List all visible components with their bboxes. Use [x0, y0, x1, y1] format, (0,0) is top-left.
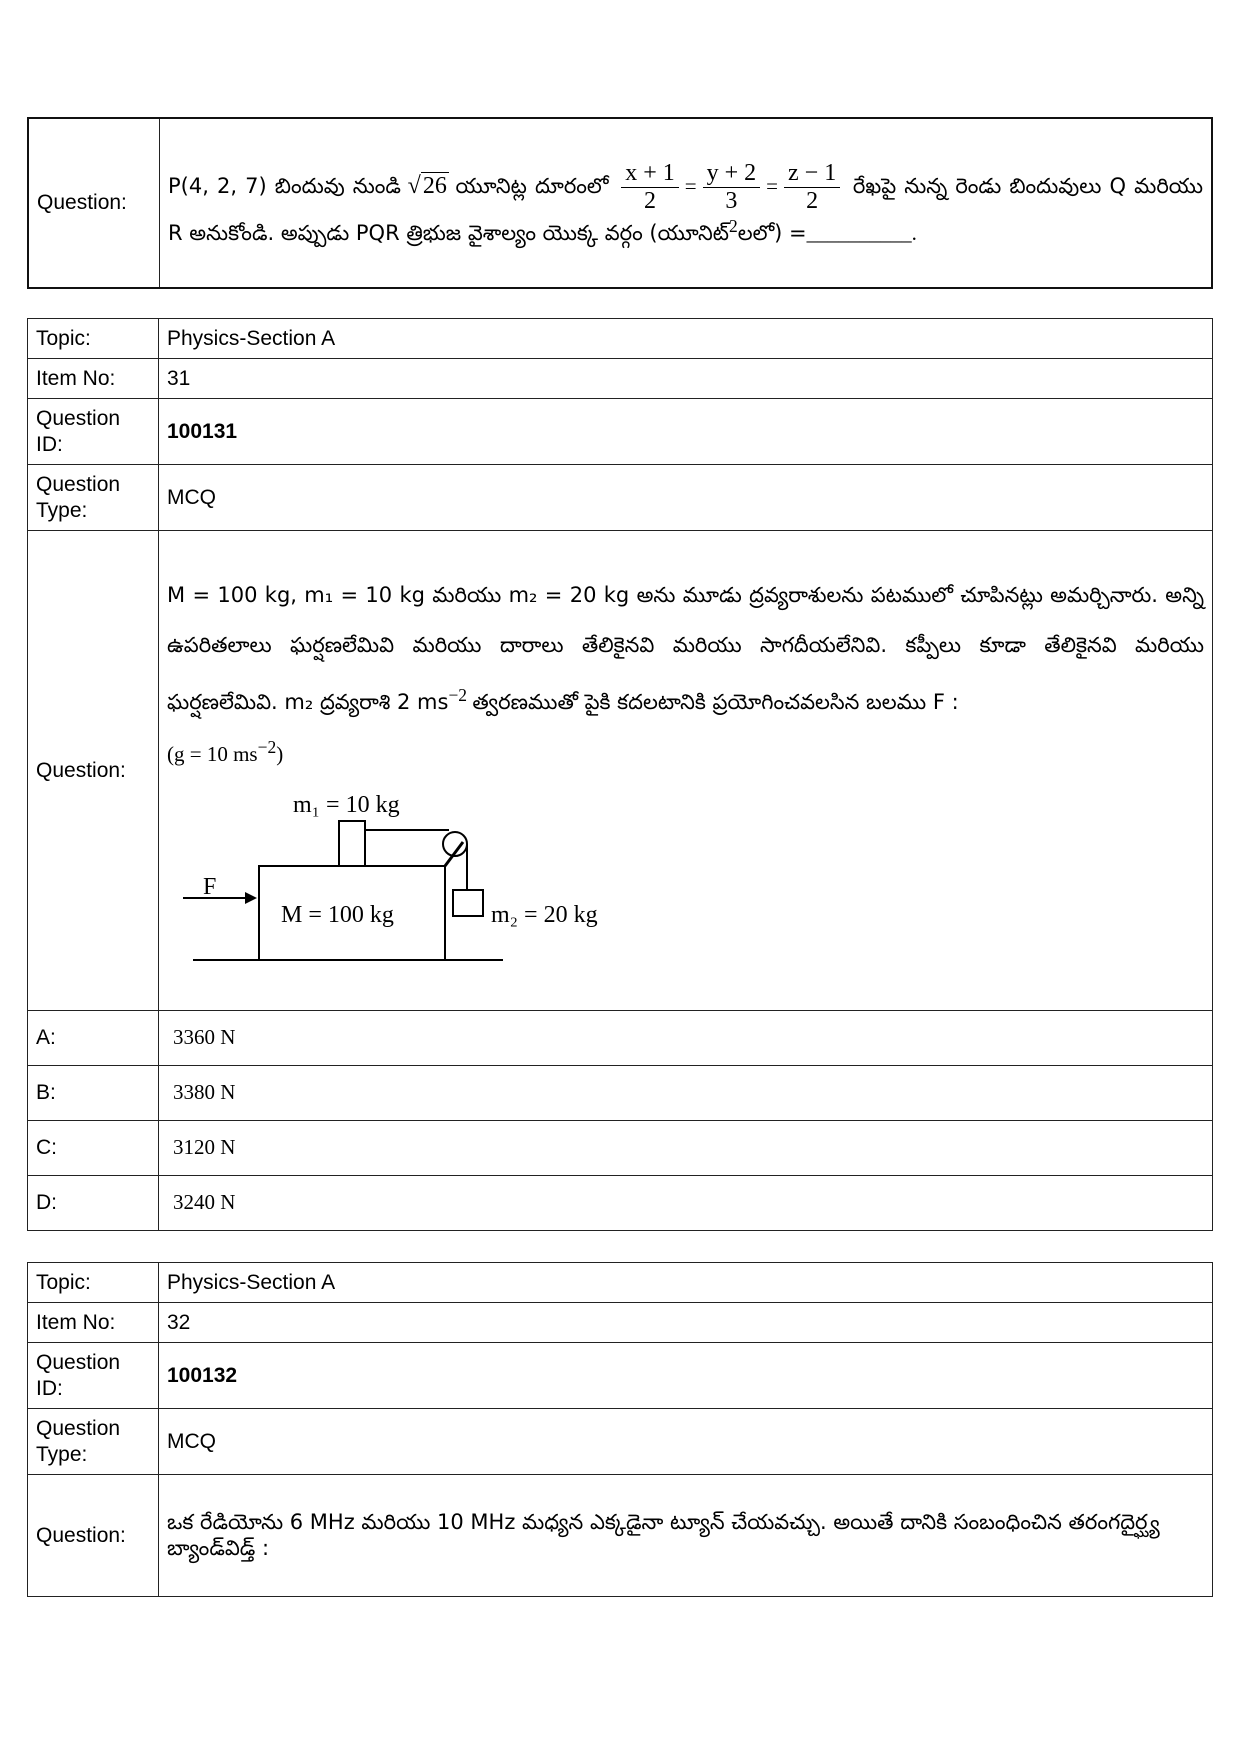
question-30-text: [160, 118, 1213, 288]
q30-sup: 2: [728, 216, 738, 236]
question-type-value: MCQ: [159, 465, 1213, 531]
question-type-label: Question Type:: [28, 1409, 159, 1475]
g-sup: −2: [257, 736, 277, 757]
fraction-z: $\frac{z - 1}{2}$: [784, 160, 840, 216]
g-value: (g = 10 ms: [167, 741, 258, 766]
q30-part1: P(4, 2, 7) బిందువు నుండి: [168, 173, 401, 198]
question-31-text: [159, 531, 1213, 1011]
question-30-table: [27, 117, 1213, 289]
topic-label: Topic:: [28, 1263, 159, 1303]
q31-text1: M = 100 kg, m₁ = 10 kg మరియు m₂ = 20 kg అను మూడు ద్రవ్యరాశులను పటములో చూపినట్లు అమర్చినారు. అన్ని ఉపరితలాలు ఘర్షణలేమివి మరియు దారాలు తేలికైనవి మరియు సాగదీయలేనివి. కప్పీలు కూడా తేలికైనవి మరియు ఘర్షణలేమివి. m₂ ద్రవ్యరాశి 2 ms: [167, 582, 1204, 714]
fraction-y: $\frac{y + 2}{3}$: [703, 160, 761, 216]
topic-value: Physics-Section A: [159, 1263, 1213, 1303]
question-label: Question:: [28, 118, 160, 288]
label-m1: m₁ = 10 kg: [293, 791, 400, 818]
topic-value: Physics-Section A: [159, 319, 1213, 359]
q30-part4: లలో) =: [737, 221, 807, 245]
option-b-value[interactable]: 3380 N: [159, 1066, 1213, 1121]
option-c-value[interactable]: 3120 N: [159, 1121, 1213, 1176]
item-label: Item No:: [28, 359, 159, 399]
option-b-label: B:: [28, 1066, 159, 1121]
answer-blank: __________.: [806, 221, 917, 245]
option-a-value[interactable]: 3360 N: [159, 1011, 1213, 1066]
label-m2: m₂ = 20 kg: [491, 901, 598, 928]
equals: =: [684, 173, 697, 198]
question-32-table: [27, 1262, 1213, 1597]
question-32-text: ఒక రేడియోను 6 MHz మరియు 10 MHz మధ్యన ఎక్కడైనా ట్యూన్ చేయవచ్చు. అయితే దానికి సంబంధించిన తరంగదైర్ఘ్య బ్యాండ్‌విడ్త్ :: [159, 1475, 1213, 1597]
label-F: F: [203, 873, 217, 900]
question-id-value: 100132: [159, 1343, 1213, 1409]
question-id-value: 100131: [159, 399, 1213, 465]
sqrt-26: √26: [407, 172, 447, 199]
force-arrow-head: [245, 892, 257, 904]
item-value: 31: [159, 359, 1213, 399]
topic-label: Topic:: [28, 319, 159, 359]
option-c-label: C:: [28, 1121, 159, 1176]
option-d-value[interactable]: 3240 N: [159, 1176, 1213, 1231]
q30-part3: రేఖపై నున్న రెండు బిందువులు Q మరియు R అనుకోండి. అప్పుడు PQR త్రిభుజ వైశాల్యం యొక్క వర్గం (యూనిట్: [168, 173, 1204, 245]
q31-text2: త్వరణముతో పైకి కదలటానికి ప్రయోగించవలసిన బలము F :: [472, 689, 959, 714]
question-type-label: Question Type:: [28, 465, 159, 531]
option-a-label: A:: [28, 1011, 159, 1066]
item-label: Item No:: [28, 1303, 159, 1343]
block-m2: [453, 890, 483, 916]
pulley-diagram: [173, 778, 623, 968]
question-label: Question:: [28, 1475, 159, 1597]
option-d-label: D:: [28, 1176, 159, 1231]
item-value: 32: [159, 1303, 1213, 1343]
question-type-value: MCQ: [159, 1409, 1213, 1475]
question-id-label: Question ID:: [28, 399, 159, 465]
fraction-x: $\frac{x + 1}{2}$: [621, 160, 679, 216]
equals: =: [766, 173, 779, 198]
question-id-label: Question ID:: [28, 1343, 159, 1409]
q31-text1-sup: −2: [448, 684, 468, 705]
question-label: Question:: [28, 531, 159, 1011]
question-31-table: [27, 318, 1213, 1231]
label-M: M = 100 kg: [281, 901, 394, 928]
g-close: ): [276, 741, 284, 766]
q30-part2: యూనిట్ల దూరంలో: [455, 173, 609, 198]
